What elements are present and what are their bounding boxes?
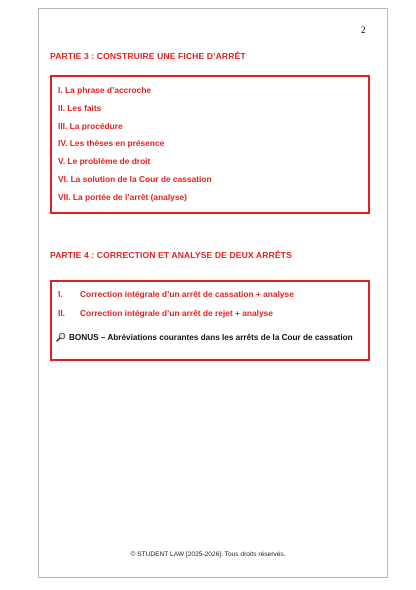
magnifier-icon (56, 332, 66, 342)
part4-item-1 (58, 289, 294, 299)
part4-item-1-number: I. (58, 289, 63, 299)
part4-title: PARTIE 4 : CORRECTION ET ANALYSE DE DEUX ARRÊTS (50, 250, 292, 260)
part3-item-1: I. La phrase d’accroche (58, 85, 152, 95)
part3-item-2: II. Les faits (58, 103, 102, 113)
bonus-line (56, 332, 353, 342)
part4-item-1-text: Correction intégrale d’un arrêt de cassation + analyse (80, 289, 294, 299)
part3-box (50, 75, 370, 214)
part3-item-5: V. Le problème de droit (58, 156, 151, 166)
part4-item-2-text: Correction intégrale d’un arrêt de rejet + analyse (80, 308, 273, 318)
part3-item-4: IV. Les thèses en présence (58, 138, 165, 148)
footer-copyright: © STUDENT LAW [2025-2026]. Tous droits réservés. (130, 551, 286, 558)
part3-item-6: VI. La solution de la Cour de cassation (58, 174, 212, 184)
page-number: 2 (361, 25, 366, 35)
part4-item-2-number: II. (58, 308, 65, 318)
part3-item-7: VII. La portée de l’arrêt (analyse) (58, 192, 187, 202)
part3-title: PARTIE 3 : CONSTRUIRE UNE FICHE D’ARRÊT (50, 51, 246, 61)
part3-item-3: III. La procédure (58, 121, 123, 131)
part4-box (50, 280, 370, 361)
part4-item-2 (58, 308, 273, 318)
bonus-text: BONUS – Abréviations courantes dans les arrêts de la Cour de cassation (69, 332, 353, 342)
